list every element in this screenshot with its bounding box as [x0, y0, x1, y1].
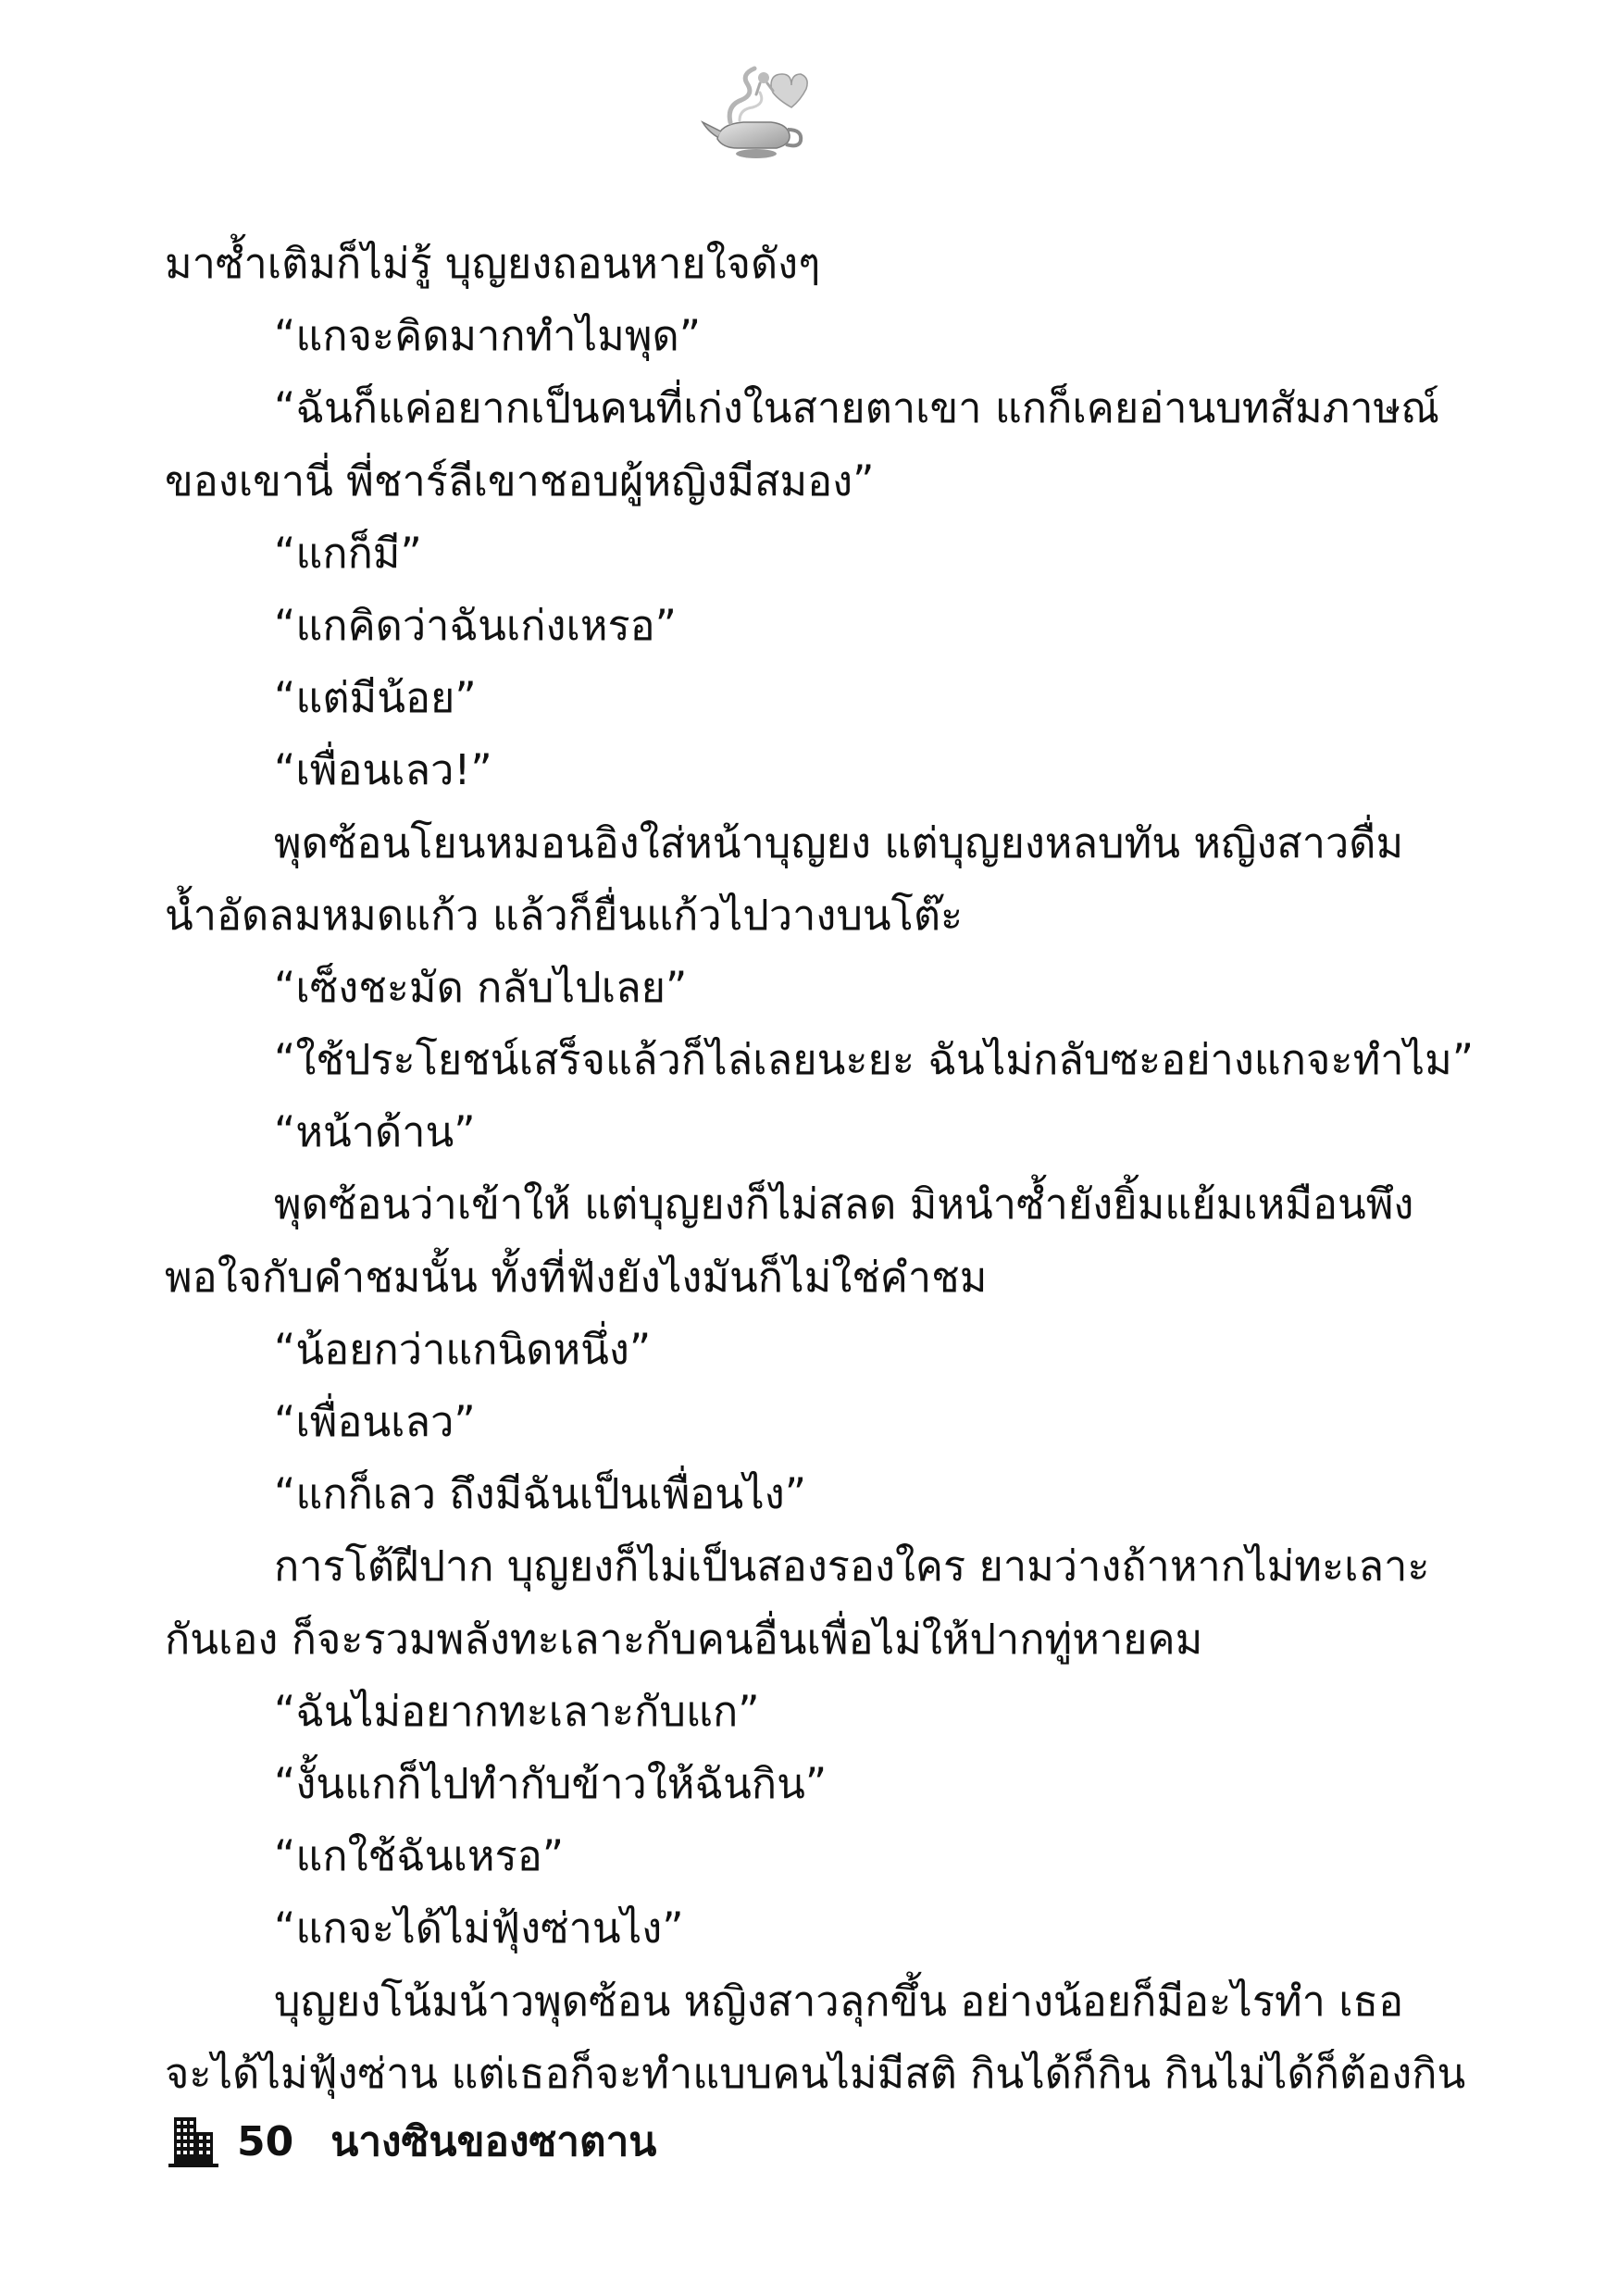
text-line: “เพื่อนเลว!” — [274, 745, 492, 795]
text-line: “แกจะคิดมากทำไมพุด” — [274, 311, 702, 361]
text-line: “แต่มีน้อย” — [274, 673, 477, 723]
text-line: การโต้ฝีปาก บุญยงก็ไม่เป็นสองรองใคร ยามว่างถ้าหากไม่ทะเลาะ — [274, 1541, 1430, 1591]
text-line: “เซ็งชะมัด กลับไปเลย” — [274, 962, 688, 1012]
text-line: มาซ้ำเติมก็ไม่รู้ บุญยงถอนหายใจดังๆ — [165, 239, 821, 288]
building-icon — [165, 2114, 220, 2169]
text-line: “งั้นแกก็ไปทำกับข้าวให้ฉันกิน” — [274, 1758, 828, 1808]
text-line: “ใช้ประโยชน์เสร็จแล้วก็ไล่เลยนะยะ ฉันไม่กลับซะอย่างแกจะทำไม” — [274, 1035, 1475, 1085]
text-line: “ฉันไม่อยากทะเลาะกับแก” — [274, 1686, 760, 1736]
text-line: กันเอง ก็จะรวมพลังทะเลาะกับคนอื่นเพื่อไม่ให้ปากทู่หายคม — [165, 1614, 1203, 1664]
page-footer — [165, 2114, 656, 2169]
book-title: นางซินของซาตาน — [330, 2118, 657, 2165]
text-line: “น้อยกว่าแกนิดหนึ่ง” — [274, 1324, 652, 1374]
text-line: บุญยงโน้มน้าวพุดซ้อน หญิงสาวลุกขึ้น อย่างน้อยก็มีอะไรทำ เธอ — [274, 1976, 1404, 2026]
text-line: น้ำอัดลมหมดแก้ว แล้วก็ยื่นแก้วไปวางบนโต๊ะ — [165, 890, 964, 940]
text-line: พุดซ้อนโยนหมอนอิงใส่หน้าบุญยง แต่บุญยงหลบทัน หญิงสาวดื่ม — [274, 817, 1404, 867]
text-line: “แกคิดว่าฉันเก่งเหรอ” — [274, 600, 677, 650]
text-line: พอใจกับคำชมนั้น ทั้งที่ฟังยังไงมันก็ไม่ใช่คำชม — [165, 1252, 988, 1302]
page-body-text — [165, 228, 1475, 2110]
text-line: “เพื่อนเลว” — [274, 1397, 476, 1446]
text-line: ของเขานี่ พี่ชาร์ลีเขาชอบผู้หญิงมีสมอง” — [165, 455, 875, 505]
page-number: 50 — [237, 2117, 294, 2165]
text-line: พุดซ้อนว่าเข้าให้ แต่บุญยงก็ไม่สลด มิหนำซ้ำยังยิ้มแย้มเหมือนพึง — [274, 1179, 1414, 1229]
text-line: จะได้ไม่ฟุ้งซ่าน แต่เธอก็จะทำแบบคนไม่มีสติ กินได้ก็กิน กินไม่ได้ก็ต้องกิน — [165, 2048, 1466, 2098]
text-line: “แกก็มี” — [274, 528, 422, 578]
text-line: “หน้าด้าน” — [274, 1107, 476, 1157]
text-line: “แกจะได้ไม่ฟุ้งซ่านไง” — [274, 1903, 684, 1953]
text-line: “แกก็เลว ถึงมีฉันเป็นเพื่อนไง” — [274, 1469, 807, 1519]
genie-lamp-icon — [699, 57, 810, 168]
text-line: “แกใช้ฉันเหรอ” — [274, 1831, 565, 1881]
text-line: “ฉันก็แค่อยากเป็นคนที่เก่งในสายตาเขา แกก็เคยอ่านบทสัมภาษณ์ — [274, 383, 1439, 433]
